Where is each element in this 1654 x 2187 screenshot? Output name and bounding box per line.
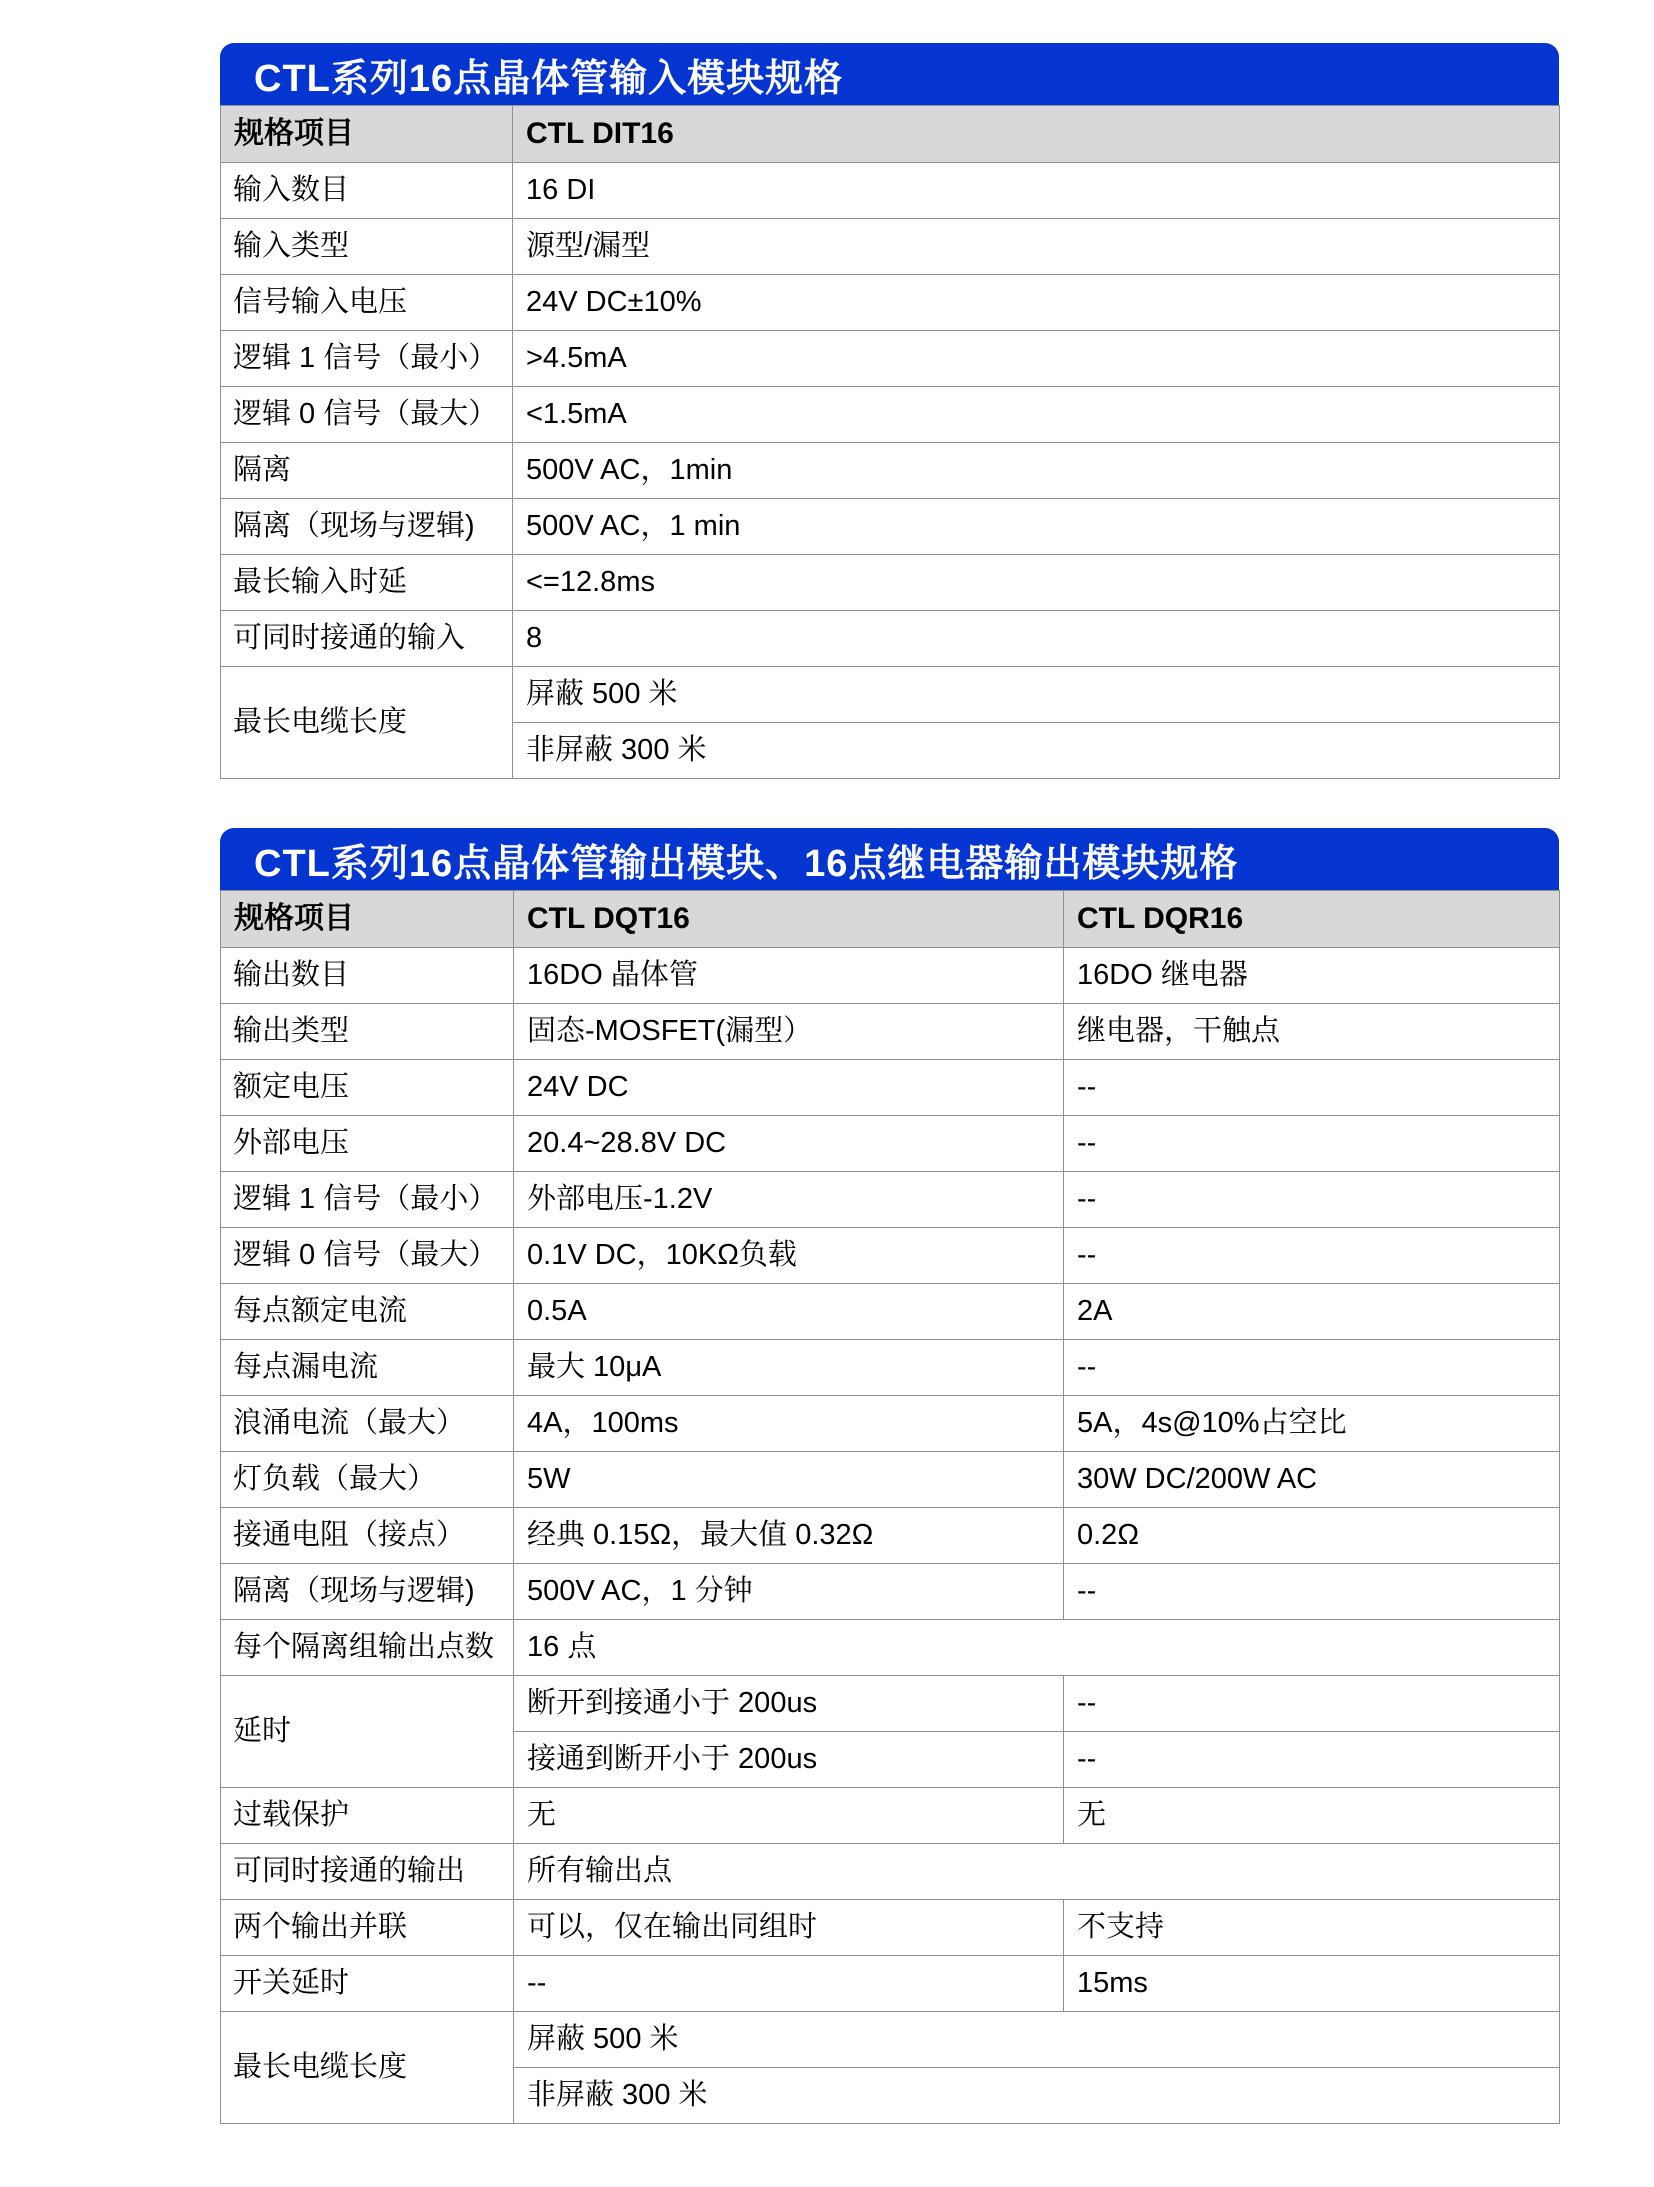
spec-label-cell: 两个输出并联 [221,1900,514,1956]
spec-value-dqt16: 可以，仅在输出同组时 [514,1900,1064,1956]
spec-label-cell: 延时 [221,1676,514,1788]
output-spec-table [220,890,1560,2124]
spec-value-cell: 500V AC，1 min [513,499,1560,555]
spec-value-cell: 源型/漏型 [513,219,1560,275]
spec-value-cell: 16 DI [513,163,1560,219]
spec-row-delay-off-to-on [221,1676,1560,1732]
spec-label-cell: 输出类型 [221,1004,514,1060]
column-header-spec-item: 规格项目 [221,891,514,948]
spec-row [221,275,1560,331]
spec-value-dqr16: 继电器，干触点 [1064,1004,1560,1060]
spec-value-cell: 屏蔽 500 米 [513,667,1560,723]
input-spec-table [220,105,1560,779]
spec-label-cell: 逻辑 1 信号（最小） [221,1172,514,1228]
spec-label-cell: 每个隔离组输出点数 [221,1620,514,1676]
spec-value-cell: 屏蔽 500 米 [514,2012,1560,2068]
spec-value-dqt16: 外部电压-1.2V [514,1172,1064,1228]
spec-value-cell: 非屏蔽 300 米 [514,2068,1560,2124]
spec-label-cell: 隔离 [221,443,513,499]
spec-label-cell: 过载保护 [221,1788,514,1844]
spec-value-dqr16: -- [1064,1172,1560,1228]
spec-row [221,443,1560,499]
spec-row [221,1004,1560,1060]
spec-row [221,1060,1560,1116]
spec-row [221,219,1560,275]
spec-value-dqr16: -- [1064,1564,1560,1620]
spec-value-dqr16: 无 [1064,1788,1560,1844]
spec-value-dqr16: -- [1064,1116,1560,1172]
spec-row [221,499,1560,555]
column-header-ctl-dqr16: CTL DQR16 [1064,891,1560,948]
spec-value-dqt16: 20.4~28.8V DC [514,1116,1064,1172]
output-table-title-bar [220,828,1559,890]
spec-label-cell: 开关延时 [221,1956,514,2012]
spec-value-dqr16: 不支持 [1064,1900,1560,1956]
header-row [221,106,1560,163]
spec-value-dqt16: 固态-MOSFET(漏型） [514,1004,1064,1060]
spec-row [221,948,1560,1004]
spec-value-dqr16: 16DO 继电器 [1064,948,1560,1004]
spec-label-cell: 接通电阻（接点） [221,1508,514,1564]
input-table-title-bar [220,43,1559,105]
spec-label-cell: 每点额定电流 [221,1284,514,1340]
spec-value-dqt16: 16DO 晶体管 [514,948,1064,1004]
spec-label-cell: 隔离（现场与逻辑) [221,499,513,555]
column-header-spec-item: 规格项目 [221,106,513,163]
spec-value-dqr16: -- [1064,1060,1560,1116]
spec-value-dqt16: 500V AC，1 分钟 [514,1564,1064,1620]
spec-value-cell: <=12.8ms [513,555,1560,611]
spec-label-cell: 最长电缆长度 [221,2012,514,2124]
spec-row [221,163,1560,219]
spec-label-cell: 可同时接通的输出 [221,1844,514,1900]
spec-row [221,1228,1560,1284]
spec-value-dqr16: -- [1064,1228,1560,1284]
spec-label-cell: 逻辑 0 信号（最大） [221,1228,514,1284]
spec-row [221,1172,1560,1228]
spec-value-dqt16: 无 [514,1788,1064,1844]
spec-row [221,331,1560,387]
spec-row-simultaneous [221,1844,1560,1900]
spec-value-dqt16: 断开到接通小于 200us [514,1676,1064,1732]
input-table-title: CTL系列16点晶体管输入模块规格 [254,57,844,100]
spec-value-dqr16: 15ms [1064,1956,1560,2012]
spec-row-parallel [221,1900,1560,1956]
spec-label-cell: 最长电缆长度 [221,667,513,779]
spec-value-cell: <1.5mA [513,387,1560,443]
spec-label-cell: 信号输入电压 [221,275,513,331]
column-header-ctl-dqt16: CTL DQT16 [514,891,1064,948]
spec-value-cell: 24V DC±10% [513,275,1560,331]
spec-value-dqt16: 最大 10μA [514,1340,1064,1396]
spec-row-switch-delay [221,1956,1560,2012]
spec-label-cell: 输出数目 [221,948,514,1004]
spec-row [221,1452,1560,1508]
spec-label-cell: 灯负载（最大） [221,1452,514,1508]
spec-row-cable-shielded [221,2012,1560,2068]
header-row [221,891,1560,948]
output-table-title: CTL系列16点晶体管输出模块、16点继电器输出模块规格 [254,842,1239,885]
spec-row [221,1396,1560,1452]
spec-label-cell: 额定电压 [221,1060,514,1116]
spec-label-cell: 隔离（现场与逻辑) [221,1564,514,1620]
spec-row [221,1564,1560,1620]
spec-label-cell: 最长输入时延 [221,555,513,611]
spec-value-cell: >4.5mA [513,331,1560,387]
spec-label-cell: 输入类型 [221,219,513,275]
output-module-spec-table [220,828,1559,2124]
spec-value-dqt16: 接通到断开小于 200us [514,1732,1064,1788]
spec-label-cell: 逻辑 1 信号（最小） [221,331,513,387]
spec-label-cell: 浪涌电流（最大） [221,1396,514,1452]
column-header-ctl-dit16: CTL DIT16 [513,106,1560,163]
spec-value-dqr16: 5A，4s@10%占空比 [1064,1396,1560,1452]
spec-value-dqt16: 24V DC [514,1060,1064,1116]
spec-row [221,1340,1560,1396]
spec-value-dqr16: 30W DC/200W AC [1064,1452,1560,1508]
spec-value-dqt16: -- [514,1956,1064,2012]
spec-value-dqt16: 经典 0.15Ω，最大值 0.32Ω [514,1508,1064,1564]
spec-value-cell: 非屏蔽 300 米 [513,723,1560,779]
spec-label-cell: 可同时接通的输入 [221,611,513,667]
spec-value-dqt16: 0.1V DC，10KΩ负载 [514,1228,1064,1284]
spec-row [221,611,1560,667]
spec-value-cell: 8 [513,611,1560,667]
spec-label-cell: 逻辑 0 信号（最大） [221,387,513,443]
spec-label-cell: 外部电压 [221,1116,514,1172]
spec-row [221,387,1560,443]
spec-row-isolation-group [221,1620,1560,1676]
spec-row [221,1284,1560,1340]
spec-row [221,1508,1560,1564]
spec-value-cell: 500V AC，1min [513,443,1560,499]
spec-value-cell: 16 点 [514,1620,1560,1676]
spec-value-dqr16: -- [1064,1340,1560,1396]
spec-value-dqr16: -- [1064,1676,1560,1732]
spec-value-dqr16: 0.2Ω [1064,1508,1560,1564]
spec-label-cell: 每点漏电流 [221,1340,514,1396]
spec-value-dqt16: 0.5A [514,1284,1064,1340]
spec-value-cell: 所有输出点 [514,1844,1560,1900]
spec-label-cell: 输入数目 [221,163,513,219]
spec-row [221,1116,1560,1172]
spec-row-overload [221,1788,1560,1844]
input-module-spec-table [220,43,1559,779]
spec-row-cable-shielded [221,667,1560,723]
spec-row [221,555,1560,611]
spec-value-dqr16: -- [1064,1732,1560,1788]
spec-value-dqt16: 4A，100ms [514,1396,1064,1452]
spec-value-dqt16: 5W [514,1452,1064,1508]
spec-value-dqr16: 2A [1064,1284,1560,1340]
